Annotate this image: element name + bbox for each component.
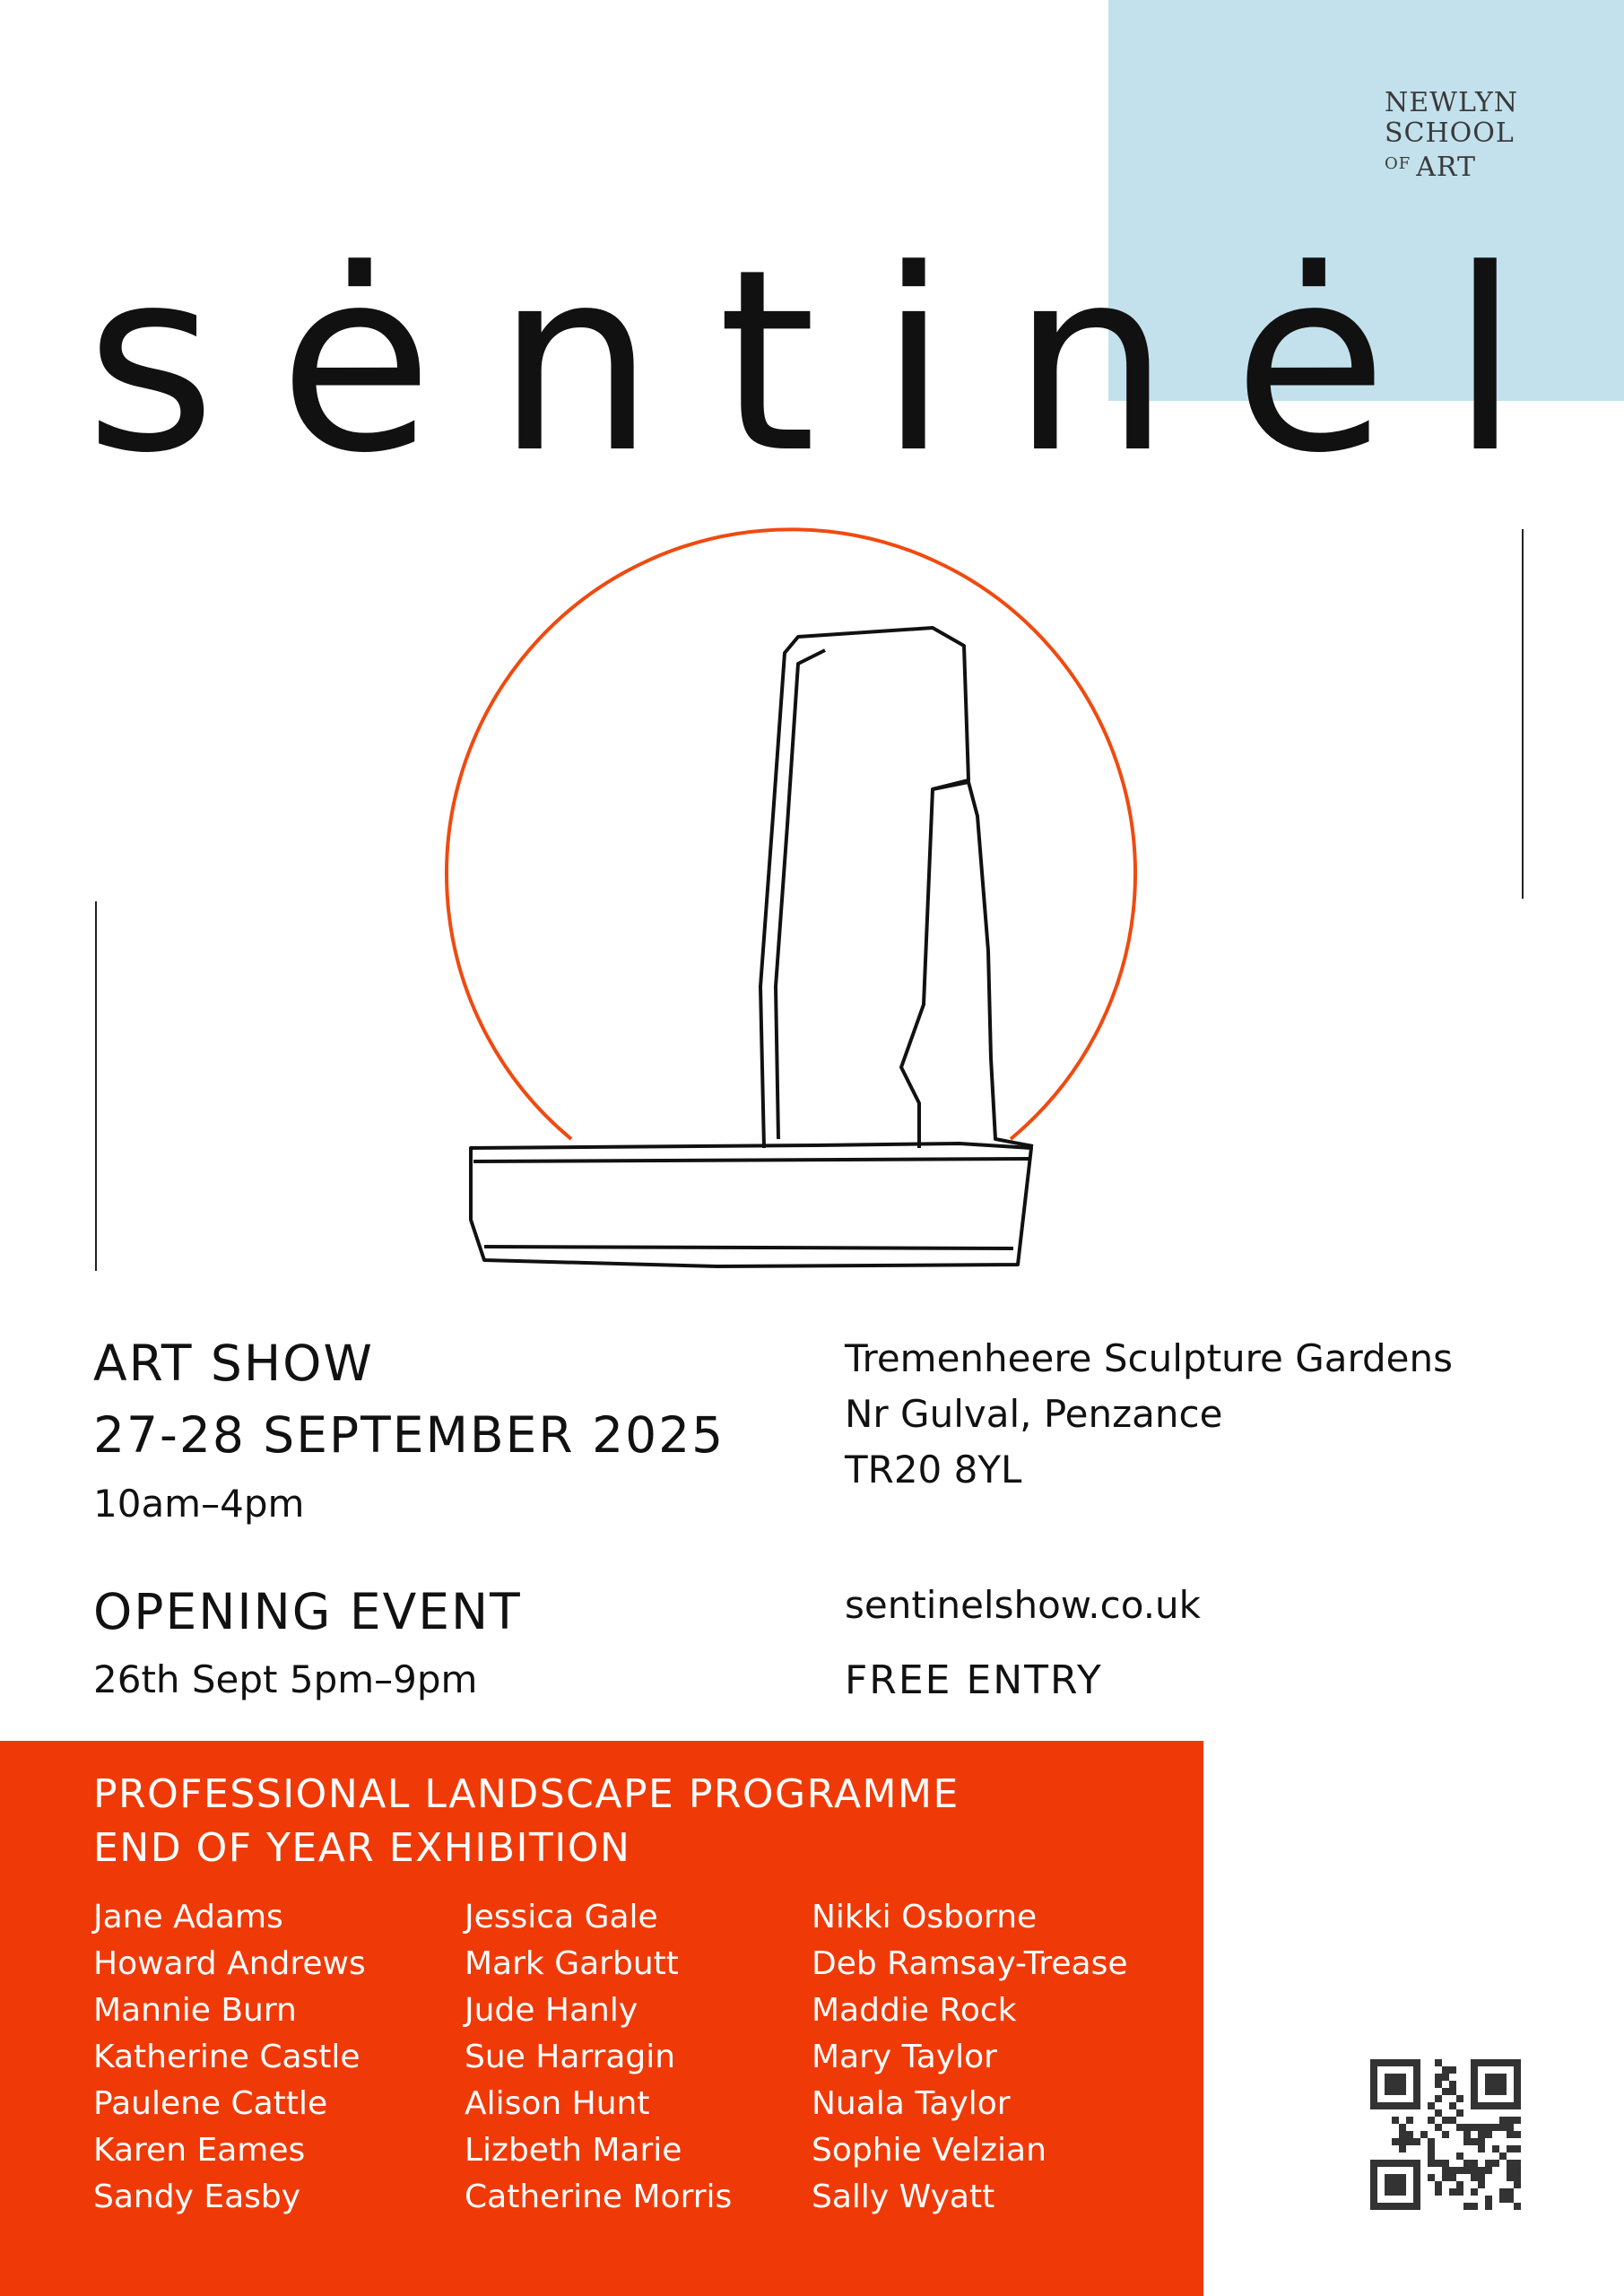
artist-name: Alison Hunt	[465, 2085, 650, 2122]
show-hours: 10am–4pm	[93, 1482, 305, 1526]
venue-line-2: Nr Gulval, Penzance	[845, 1392, 1223, 1436]
artist-name: Catherine Morris	[465, 2179, 733, 2215]
artist-name: Jude Hanly	[465, 1992, 638, 2029]
newlyn-school-logo: NEWLYN SCHOOL $^{OF}$ ART	[1385, 87, 1519, 183]
art-show-label: ART SHOW	[93, 1335, 374, 1392]
artist-name: Deb Ramsay-Trease	[812, 1945, 1128, 1982]
artist-name: Sally Wyatt	[812, 2179, 995, 2215]
standing-stone-illustration	[430, 520, 1238, 1292]
free-entry-label: FREE ENTRY	[845, 1657, 1103, 1703]
artist-name: Lizbeth Marie	[465, 2132, 682, 2169]
artist-name: Jane Adams	[93, 1899, 283, 1935]
programme-title-line-2: END OF YEAR EXHIBITION	[93, 1825, 631, 1871]
artist-name: Maddie Rock	[812, 1992, 1017, 2029]
divider-line-left	[95, 901, 97, 1271]
sun-arc	[447, 529, 1135, 1139]
show-dates: 27-28 SEPTEMBER 2025	[93, 1406, 725, 1464]
page-title	[85, 233, 1547, 466]
title-text: sėntinėl	[85, 233, 1520, 466]
artist-name: Nuala Taylor	[812, 2085, 1011, 2122]
programme-title-line-1: PROFESSIONAL LANDSCAPE PROGRAMME	[93, 1771, 960, 1817]
stone-base-inner	[473, 1159, 1031, 1248]
opening-event-date: 26th Sept 5pm–9pm	[93, 1657, 478, 1701]
artist-name: Mannie Burn	[93, 1992, 297, 2029]
venue-line-3: TR20 8YL	[845, 1448, 1022, 1492]
website-link[interactable]: sentinelshow.co.uk	[845, 1583, 1201, 1627]
artist-name: Sophie Velzian	[812, 2132, 1046, 2169]
artist-name: Mark Garbutt	[465, 1945, 679, 1982]
divider-line-right	[1522, 529, 1524, 899]
artist-list-column-2	[465, 1894, 732, 2221]
venue-line-1: Tremenheere Sculpture Gardens	[845, 1336, 1454, 1380]
artist-name: Nikki Osborne	[812, 1899, 1038, 1935]
artist-list-column-3	[812, 1894, 1128, 2221]
stone-right-piece	[933, 782, 1033, 1146]
artist-name: Sandy Easby	[93, 2179, 301, 2215]
stone-pillar	[760, 628, 968, 1148]
qr-code-icon[interactable]	[1370, 2059, 1521, 2210]
artist-list-column-1	[93, 1894, 366, 2221]
artist-name: Paulene Cattle	[93, 2085, 328, 2122]
standing-stone-drawing	[430, 520, 1238, 1292]
opening-event-label: OPENING EVENT	[93, 1583, 522, 1640]
artist-name: Karen Eames	[93, 2132, 306, 2169]
artist-name: Katherine Castle	[93, 2039, 360, 2075]
artist-name: Mary Taylor	[812, 2039, 997, 2075]
stone-pillar-inner	[776, 650, 825, 1139]
artist-name: Jessica Gale	[465, 1899, 658, 1935]
artist-name: Howard Andrews	[93, 1945, 366, 1982]
artist-name: Sue Harragin	[465, 2039, 676, 2075]
